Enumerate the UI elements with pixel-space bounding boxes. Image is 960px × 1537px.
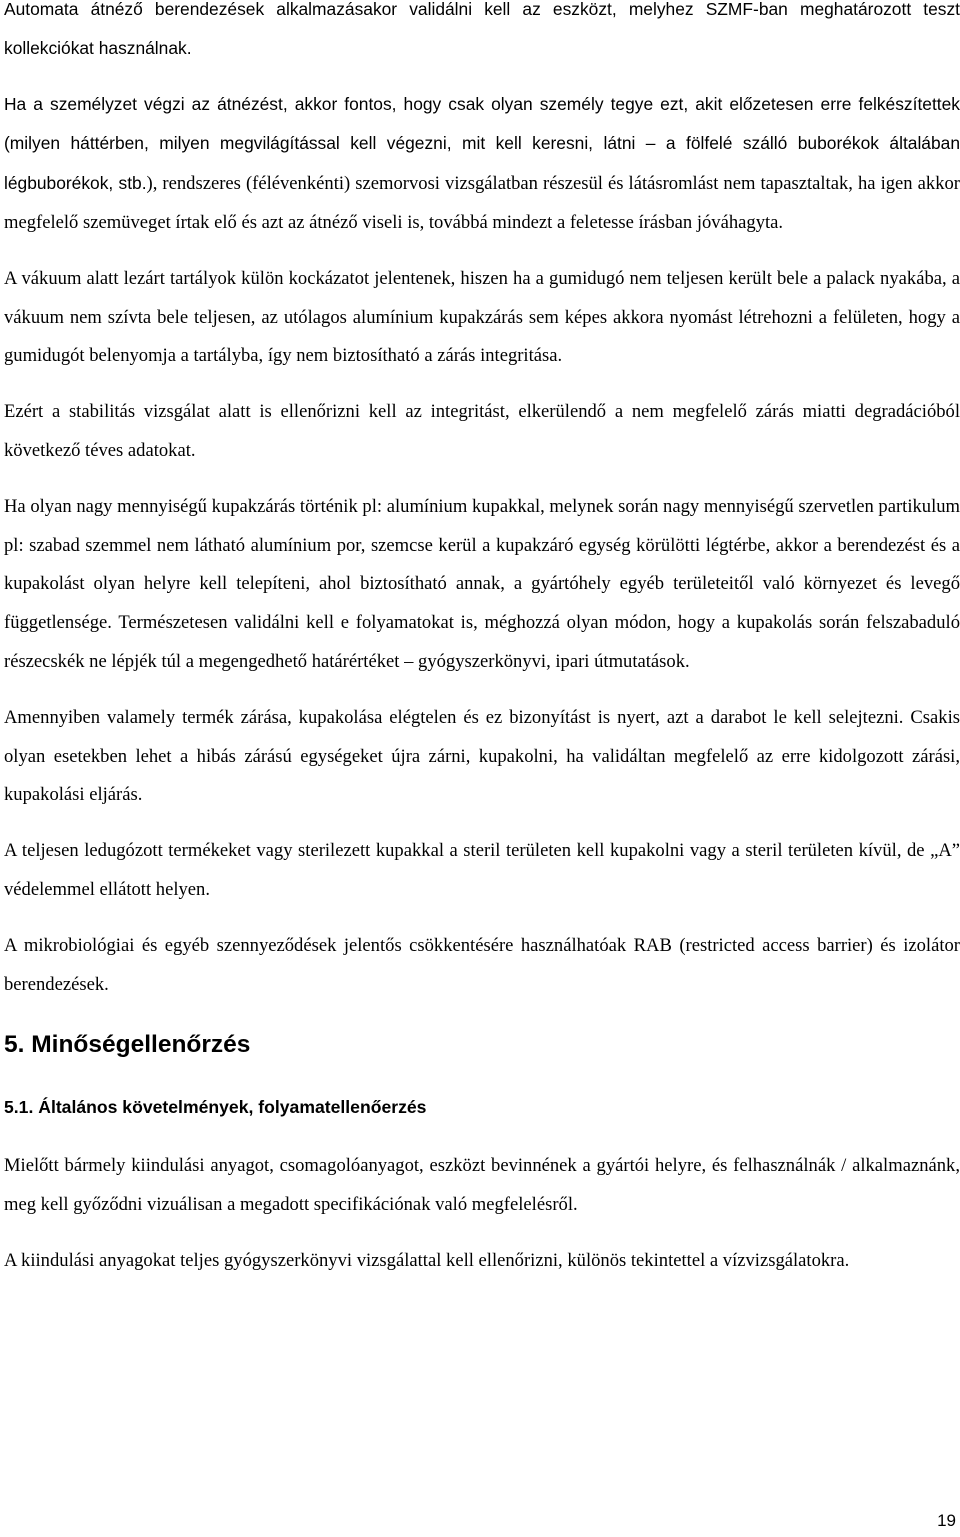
paragraph-automated-inspection: Automata átnéző berendezések alkalmazásakor validálni kell az eszközt, melyhez SZMF-ban meghatározott teszt kollekciókat használnak. (4, 0, 960, 58)
section-gap (4, 1060, 960, 1092)
paragraph-personnel-inspection (4, 85, 960, 243)
paragraph-gap (4, 471, 960, 488)
paragraph-personnel-inspection-part1: Ha a személyzet végzi az átnézést, akkor fontos, hogy csak olyan személy tegye ezt, akit előzetesen erre felkészítettek (milyen háttérben, milyen megvilágítással kell végezni, mit kell keresni, látni – a fölfelé szálló buborékok általában légbuborékok, stb. (4, 93, 960, 194)
section-gap (4, 1004, 960, 1030)
subsection-heading: 5.1. Általános követelmények, folyamatellenőerzés (4, 1097, 427, 1118)
paragraph-gap (4, 376, 960, 393)
paragraph-capping-particles: Ha olyan nagy mennyiségű kupakzárás történik pl: alumínium kupakkal, melynek során nagy mennyiségű szervetlen partikulum pl: szabad szemmel nem látható alumínium por, szemcse kerül a kupakzáró egység körülötti légtérbe, akkor a berendezést és a kupakolást olyan helyre kell telepíteni, ahol biztosítható annak, a gyártóhely egyéb területeitől való környezet és levegő függetlensége. Természetesen validálni kell e folyamatokat is, méghozzá olyan módon, hogy a kupakolás során felszabaduló részecskék ne lépjék túl a megengedhető határértéket – gyógyszerkönyvi, ipari útmutatások. (4, 495, 960, 672)
paragraph-gap (4, 1225, 960, 1242)
paragraph-rejection: Amennyiben valamely termék zárása, kupakolása elégtelen és ez bizonyítást is nyert, azt a darabot le kell selejtezni. Csakis olyan esetekben lehet a hibás zárású egységeket újra zárni, kupakolni, ha validáltan megfelelő az erre kidolgozott zárási, kupakolási eljárás. (4, 706, 960, 806)
paragraph-rab-isolator: A mikrobiológiai és egyéb szennyeződések jelentős csökkentésére használhatóak RAB (restricted access barrier) és izolátor berendezések. (4, 934, 960, 995)
paragraph-stability-integrity: Ezért a stabilitás vizsgálat alatt is ellenőrizni kell az integritást, elkerülendő a nem megfelelő zárás miatti degradációból következő téves adatokat. (4, 401, 960, 461)
paragraph-gap (4, 910, 960, 927)
section-heading: 5. Minőségellenőrzés (4, 1031, 251, 1059)
paragraph-material-verification: Mielőtt bármely kiindulási anyagot, csomagolóanyagot, eszközt bevinnének a gyártói helyre, és felhasználnák / alkalmaznánk, meg kell győződni vizuálisan a megadott specifikációnak való megfelelésről. (4, 1155, 960, 1216)
document-page (4, 0, 960, 1281)
paragraph-gap (4, 682, 960, 699)
paragraph-personnel-inspection-part2: ), rendszeres (félévenkénti) szemorvosi vizsgálatban részesül és látásromlást nem tapasztaltak, ha igen akkor megfelelő szemüveget írtak elő és azt az átnéző viseli is, továbbá mindezt a feletesse írásban jóváhagyta. (4, 173, 960, 233)
section-gap (4, 1122, 960, 1147)
paragraph-vacuum-containers: A vákuum alatt lezárt tartályok külön kockázatot jelentenek, hiszen ha a gumidugó nem teljesen került bele a palack nyakába, a vákuum nem szívta bele teljesen, az utólagos alumínium kupakzárás sem képes akkora nyomást létrehozni a felületen, hogy a gumidugót belenyomja a tartályba, így nem biztosítható a zárás integritása. (4, 267, 960, 367)
paragraph-gap (4, 68, 960, 85)
paragraph-gap (4, 243, 960, 260)
page-number: 19 (937, 1511, 956, 1530)
paragraph-gap (4, 815, 960, 832)
paragraph-sterile-capping: A teljesen ledugózott termékeket vagy sterilezett kupakkal a steril területen kell kupakolni vagy a steril területen kívül, de „A” védelemmel ellátott helyen. (4, 840, 960, 900)
paragraph-starting-materials: A kiindulási anyagokat teljes gyógyszerkönyvi vizsgálattal kell ellenőrizni, különös tekintettel a vízvizsgálatokra. (4, 1249, 850, 1271)
